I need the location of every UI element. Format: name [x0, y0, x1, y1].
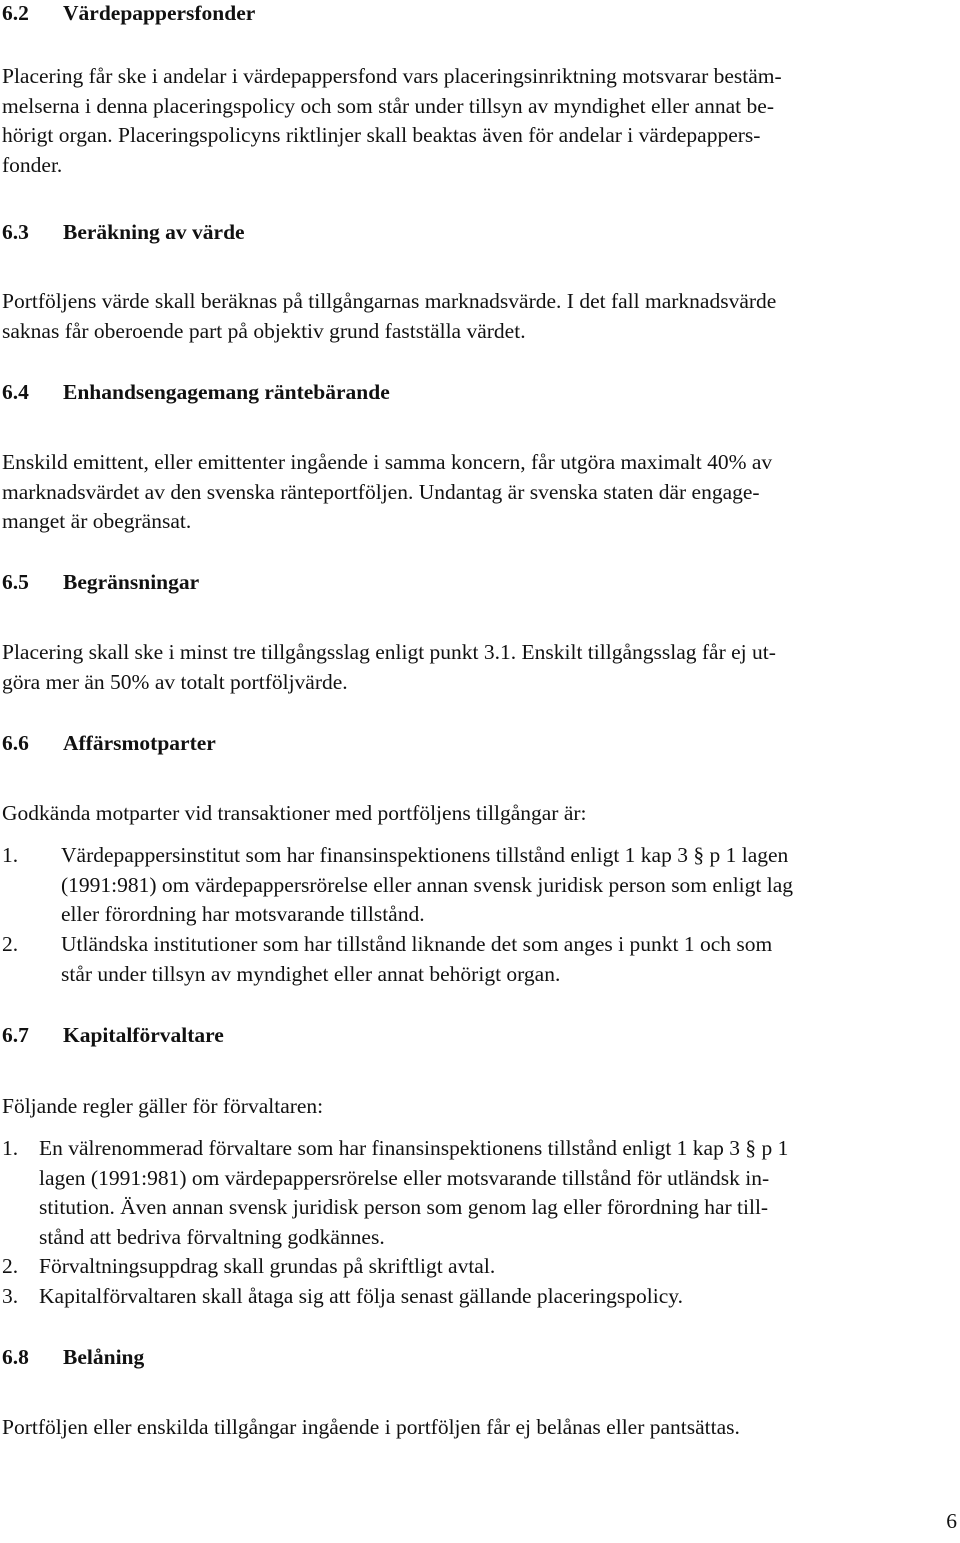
- text-line: melserna i denna placeringspolicy och som står under tillsyn av myndighet eller annat be-: [2, 93, 774, 118]
- text-line: Enskild emittent, eller emittenter ingående i samma koncern, får utgöra maximalt 40% av: [2, 450, 773, 474]
- page-number: 6: [946, 1509, 957, 1533]
- text-line: Utländska institutioner som har tillstånd liknande det som anges i punkt 1 och som: [61, 932, 773, 956]
- heading-title: Beräkning av värde: [63, 220, 245, 244]
- heading-6-2: [2, 0, 255, 26]
- paragraph-6-8: [2, 1413, 932, 1443]
- text-line: eller förordning har motsvarande tillstånd.: [61, 902, 425, 926]
- text-line: marknadsvärdet av den svenska ränteportföljen. Undantag är svenska staten där engage-: [2, 479, 760, 504]
- list-number: 1.: [2, 843, 19, 867]
- list-item: [2, 1282, 683, 1312]
- text-line: göra mer än 50% av totalt portföljvärde.: [2, 669, 348, 694]
- text-line: Placering skall ske i minst tre tillgångsslag enligt punkt 3.1. Enskilt tillgångsslag får ej ut-: [2, 640, 776, 664]
- text-line: En välrenommerad förvaltare som har finansinspektionens tillstånd enligt 1 kap 3 § p 1: [39, 1136, 789, 1160]
- heading-number: 6.8: [2, 1345, 29, 1369]
- list-item: [2, 930, 772, 989]
- text-line: står under tillsyn av myndighet eller annat behörigt organ.: [61, 961, 561, 986]
- text-line: manget är obegränsat.: [2, 509, 192, 533]
- heading-title: Belåning: [63, 1345, 145, 1369]
- heading-number: 6.6: [2, 731, 29, 755]
- list-item: [2, 1252, 495, 1282]
- paragraph-6-4: [2, 448, 932, 537]
- paragraph-6-2: [2, 62, 932, 180]
- text-line: hörigt organ. Placeringspolicyns riktlinjer skall beaktas även för andelar i värdepappers-: [2, 123, 761, 147]
- heading-number: 6.4: [2, 380, 29, 404]
- heading-title: Affärsmotparter: [63, 731, 216, 755]
- heading-6-6: [2, 730, 216, 756]
- heading-6-8: [2, 1344, 144, 1370]
- list-number: 1.: [2, 1136, 19, 1160]
- text-line: (1991:981) om värdepappersrörelse eller annan svensk juridisk person som enligt lag: [61, 872, 794, 897]
- text-line: lagen (1991:981) om värdepappersrörelse eller motsvarande tillstånd för utländsk in-: [39, 1165, 770, 1190]
- heading-number: 6.3: [2, 220, 29, 244]
- text-line: Kapitalförvaltaren skall åtaga sig att följa senast gällande placeringspolicy.: [39, 1284, 683, 1308]
- text-line: stånd att bedriva förvaltning godkännes.: [39, 1224, 385, 1249]
- text-line: Förvaltningsuppdrag skall grundas på skriftligt avtal.: [39, 1254, 496, 1278]
- list-number: 2.: [2, 1254, 19, 1278]
- list-number: 3.: [2, 1284, 19, 1308]
- text-line: Godkända motparter vid transaktioner med portföljens tillgångar är:: [2, 801, 587, 825]
- heading-6-3: [2, 219, 245, 245]
- text-line: stitution. Även annan svensk juridisk person som genom lag eller förordning har till-: [39, 1195, 769, 1219]
- text-line: Värdepappersinstitut som har finansinspektionens tillstånd enligt 1 kap 3 § p 1 lagen: [61, 843, 789, 867]
- list-item: [2, 841, 793, 930]
- heading-number: 6.7: [2, 1023, 29, 1047]
- paragraph-6-5: [2, 638, 932, 697]
- text-line: saknas får oberoende part på objektiv grund fastställa värdet.: [2, 318, 526, 343]
- heading-6-5: [2, 569, 199, 595]
- paragraph-6-6-intro: [2, 799, 932, 829]
- heading-6-7: [2, 1022, 224, 1048]
- list-item: [2, 1134, 788, 1252]
- text-line: Portföljens värde skall beräknas på tillgångarnas marknadsvärde. I det fall marknadsvärde: [2, 289, 777, 313]
- heading-title: Begränsningar: [63, 570, 200, 594]
- text-line: Placering får ske i andelar i värdepappersfond vars placeringsinriktning motsvarar bestäm-: [2, 64, 782, 88]
- paragraph-6-7-intro: [2, 1092, 932, 1122]
- text-line: fonder.: [2, 152, 63, 177]
- text-line: Portföljen eller enskilda tillgångar ingående i portföljen får ej belånas eller pantsättas.: [2, 1415, 740, 1439]
- heading-title: Värdepappersfonder: [63, 1, 256, 25]
- heading-title: Kapitalförvaltare: [63, 1023, 224, 1047]
- heading-6-4: [2, 379, 390, 405]
- heading-number: 6.2: [2, 1, 29, 25]
- paragraph-6-3: [2, 287, 932, 346]
- list-number: 2.: [2, 932, 19, 956]
- heading-number: 6.5: [2, 570, 29, 594]
- heading-title: Enhandsengagemang räntebärande: [63, 380, 390, 404]
- text-line: Följande regler gäller för förvaltaren:: [2, 1094, 324, 1118]
